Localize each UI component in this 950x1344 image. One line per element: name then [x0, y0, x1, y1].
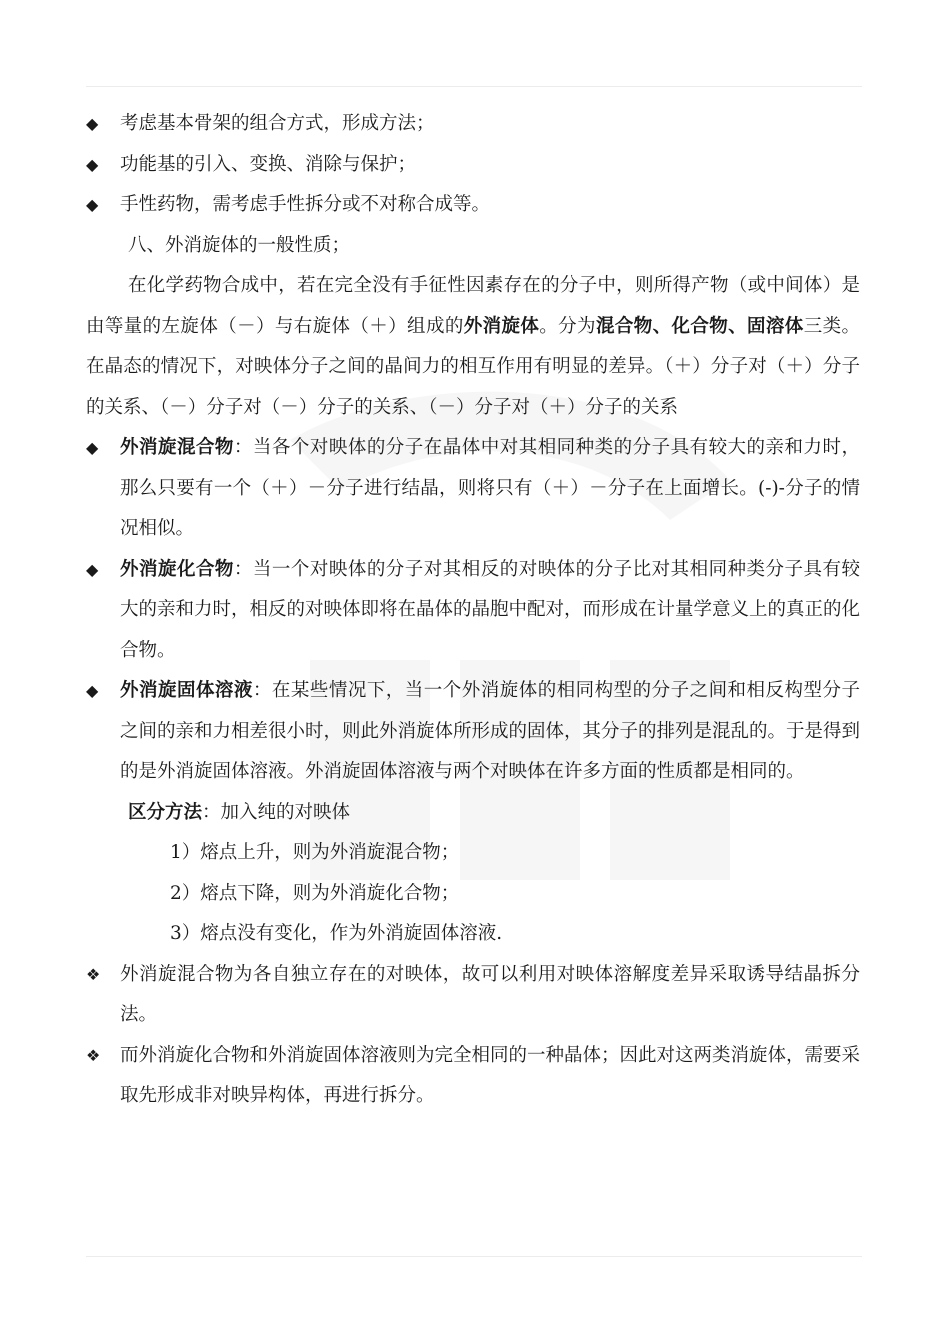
definition-text: ：当各个对映体的分子在晶体中对其相同种类的分子具有较大的亲和力时，那么只要有一个（＋）－分子进行结晶，则将只有（＋）－分子在上面增长。(-)-分子的情况相似。 [120, 437, 860, 539]
term-racemic-solid-solution: 外消旋固体溶液 [120, 680, 253, 701]
intro-paragraph [86, 266, 860, 428]
diamond-bullet-icon: ◆ [86, 154, 99, 174]
list-item [86, 185, 860, 226]
list-item-text: 手性药物，需考虑手性拆分或不对称合成等。 [120, 194, 491, 215]
header-rule [86, 86, 862, 87]
list-item [86, 550, 860, 672]
method-step: 2）熔点下降，则为外消旋化合物； [170, 882, 460, 904]
distinguish-label: 区分方法 [128, 801, 203, 823]
list-item [86, 428, 860, 550]
diamond-bullet-icon: ◆ [86, 114, 99, 133]
term-racemic-mixture: 外消旋混合物 [120, 437, 234, 458]
fleuron-bullet-icon: ❖ [86, 1045, 101, 1065]
list-item [86, 955, 860, 1036]
document-page [86, 104, 860, 1117]
list-item [86, 145, 860, 186]
intro-term-racemate: 外消旋体 [463, 315, 540, 337]
list-item-text: 考虑基本骨架的组合方式，形成方法； [120, 113, 435, 134]
list-item-text [120, 671, 860, 793]
intro-text-1: 在化学药物合成中，若在完全没有手征性因素存在的分子中，则所得产物（或中间体）是由等量的左旋体（－）与右旋体（＋）组成的 [86, 275, 860, 337]
list-item [86, 671, 860, 793]
intro-text-3: 三类。在晶态的情况下，对映体分子之间的晶间力的相互作用有明显的差异。（＋）分子对（＋）分子的关系、（－）分子对（－）分子的关系、（－）分子对（＋）分子的关系 [86, 315, 860, 418]
list-item-text [120, 428, 860, 550]
diamond-bullet-icon: ◆ [86, 438, 99, 457]
list-item-text [120, 550, 860, 672]
list-item-text: 而外消旋化合物和外消旋固体溶液则为完全相同的一种晶体；因此对这两类消旋体，需要采取先形成非对映异构体，再进行拆分。 [120, 1044, 861, 1106]
intro-text-2: 。分为 [539, 315, 596, 337]
footer-rule [86, 1256, 862, 1257]
method-step: 3）熔点没有变化，作为外消旋固体溶液. [170, 923, 503, 944]
diamond-bullet-icon: ◆ [86, 195, 99, 214]
definition-text: ：当一个对映体的分子对其相反的对映体的分子比对其相同种类分子具有较大的亲和力时，相反的对映体即将在晶体的晶胞中配对，而形成在计量学意义上的真正的化合物。 [120, 558, 861, 661]
fleuron-bullet-icon: ❖ [86, 964, 101, 984]
term-racemic-compound: 外消旋化合物 [120, 558, 234, 580]
list-item-text: 功能基的引入、变换、消除与保护； [120, 153, 417, 175]
list-item [86, 1036, 860, 1117]
list-item [86, 104, 860, 145]
section-heading: 八、外消旋体的一般性质； [128, 234, 351, 256]
diamond-bullet-icon: ◆ [86, 681, 99, 700]
distinguish-method [86, 793, 860, 834]
method-step: 1）熔点上升，则为外消旋混合物； [170, 842, 460, 863]
list-item-text: 外消旋混合物为各自独立存在的对映体，故可以利用对映体溶解度差异采取诱导结晶拆分法。 [120, 963, 860, 1025]
distinguish-text: ：加入纯的对映体 [202, 801, 351, 823]
intro-term-types: 混合物、化合物、固溶体 [595, 315, 804, 337]
diamond-bullet-icon: ◆ [86, 559, 99, 579]
definition-text: ：在某些情况下，当一个外消旋体的相同构型的分子之间和相反构型分子之间的亲和力相差很小时，则此外消旋体所形成的固体，其分子的排列是混乱的。于是得到的是外消旋固体溶液。外消旋固体溶液与两个对映体在许多方面的性质都是相同的。 [120, 680, 861, 782]
